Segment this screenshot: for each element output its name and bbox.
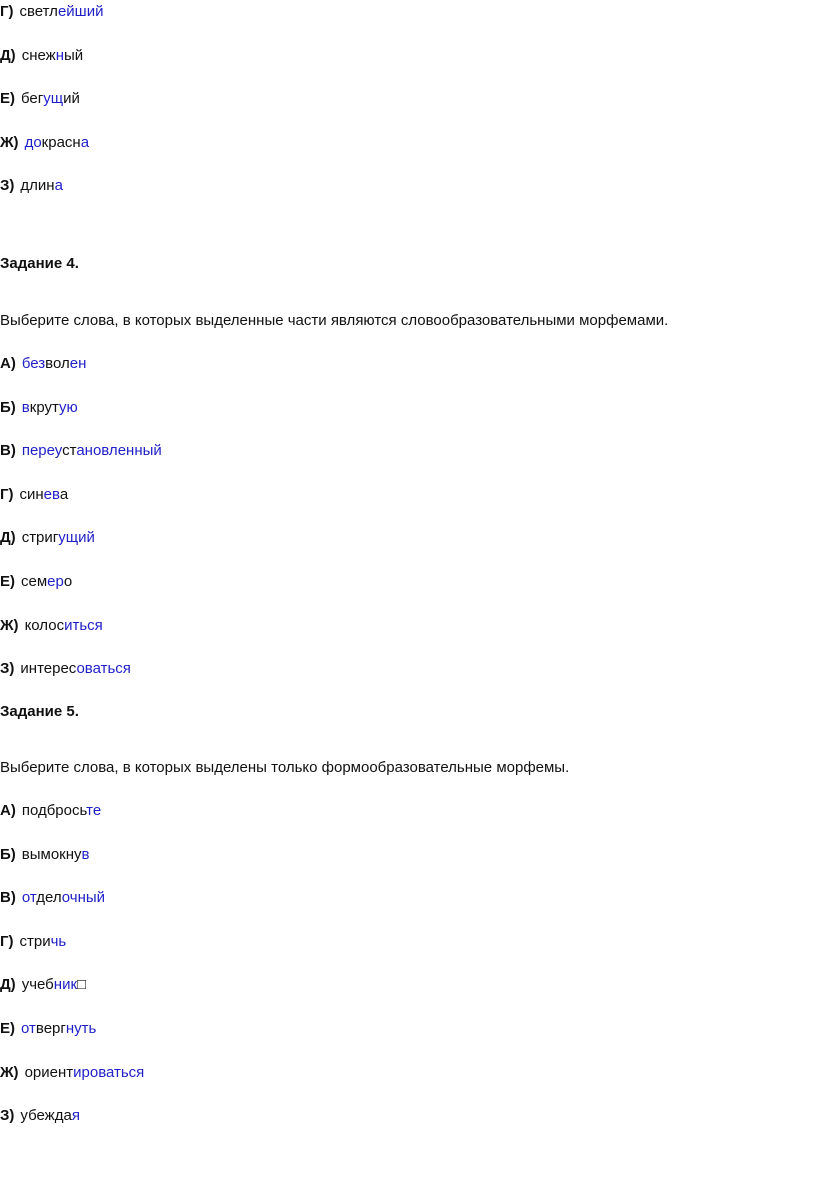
highlighted-morpheme: н — [55, 46, 64, 64]
highlighted-morpheme: от — [21, 1020, 36, 1037]
option-letter: З) — [0, 660, 15, 678]
plain-part: ий — [63, 90, 80, 107]
highlighted-morpheme: в — [81, 845, 90, 863]
option-letter: В) — [0, 889, 16, 907]
task5-option — [0, 1106, 80, 1126]
highlighted-morpheme: ер — [47, 573, 64, 590]
plain-part: бег — [21, 90, 44, 107]
option-letter: Ж) — [0, 616, 19, 634]
option-word — [25, 134, 89, 151]
prev-task-option — [0, 176, 63, 196]
highlighted-morpheme: очный — [61, 889, 106, 907]
plain-part: стри — [19, 932, 51, 950]
highlighted-morpheme: иться — [64, 616, 103, 634]
highlighted-morpheme: от — [21, 889, 37, 907]
option-word — [22, 442, 162, 459]
highlighted-morpheme: без — [21, 355, 46, 372]
plain-part: крут — [29, 398, 60, 416]
option-letter: Е) — [0, 90, 15, 107]
option-word — [20, 177, 63, 194]
task4-option — [0, 485, 68, 505]
option-letter: А) — [0, 355, 16, 372]
option-letter: Б) — [0, 845, 16, 863]
option-word — [25, 1064, 145, 1081]
task5-option — [0, 975, 86, 995]
task4-question: Выберите слова, в которых выделенные части являются словообразовательными морфемами. — [0, 312, 669, 329]
task5-option — [0, 801, 101, 821]
plain-part: стриг — [21, 529, 59, 547]
plain-part: ый — [63, 46, 84, 64]
plain-part: колос — [24, 616, 65, 634]
task5-option — [0, 1063, 144, 1083]
option-word — [25, 617, 103, 634]
plain-part: подбрось — [21, 802, 87, 819]
option-word — [22, 976, 86, 993]
option-letter: Е) — [0, 1020, 15, 1037]
plain-part: син — [19, 485, 44, 503]
option-letter: В) — [0, 442, 16, 460]
highlighted-morpheme: ев — [43, 485, 60, 503]
highlighted-morpheme: ую — [59, 398, 78, 416]
plain-part: ориент — [24, 1063, 74, 1081]
highlighted-morpheme: ущий — [58, 529, 95, 547]
prev-task-option — [0, 89, 80, 109]
option-letter: Е) — [0, 573, 15, 590]
task5-option — [0, 888, 105, 908]
task4-option — [0, 659, 131, 679]
plain-part: интерес — [20, 660, 77, 678]
highlighted-morpheme: ейший — [57, 3, 104, 20]
task4-option — [0, 398, 78, 418]
prev-task-option — [0, 46, 83, 66]
task5-option — [0, 1019, 96, 1039]
plain-part: учеб — [21, 976, 54, 994]
plain-part: красн — [41, 133, 81, 151]
highlighted-morpheme: я — [71, 1107, 80, 1125]
highlighted-morpheme: ен — [69, 355, 87, 372]
highlighted-morpheme: ник — [53, 976, 78, 994]
prev-task-option — [0, 2, 103, 22]
task4-option — [0, 528, 95, 548]
option-word — [20, 3, 104, 20]
task5-option — [0, 932, 66, 952]
highlighted-morpheme: ироваться — [73, 1063, 145, 1081]
task4-title: Задание 4. — [0, 255, 79, 272]
highlighted-morpheme: а — [80, 133, 90, 151]
option-word — [22, 889, 105, 906]
option-word — [22, 846, 90, 863]
option-word — [21, 573, 72, 590]
plain-part: о — [63, 573, 73, 590]
prev-task-option — [0, 133, 89, 153]
plain-part: а — [59, 485, 69, 503]
plain-part: □ — [77, 976, 87, 994]
option-letter: Б) — [0, 398, 16, 416]
plain-part: длин — [20, 177, 55, 194]
highlighted-morpheme: а — [54, 177, 63, 194]
option-letter: Д) — [0, 529, 16, 547]
task4-option — [0, 441, 162, 461]
highlighted-morpheme: переу — [21, 442, 63, 460]
option-word — [22, 802, 101, 819]
option-letter: Ж) — [0, 1063, 19, 1081]
plain-part: верг — [35, 1020, 66, 1037]
option-letter: З) — [0, 177, 15, 194]
task4-option — [0, 572, 72, 592]
highlighted-morpheme: до — [24, 133, 42, 151]
plain-part: ст — [62, 442, 77, 460]
plain-part: убежда — [20, 1107, 72, 1125]
plain-part: снеж — [21, 46, 56, 64]
plain-part: сем — [21, 573, 48, 590]
option-word — [20, 486, 69, 503]
task4-option — [0, 616, 103, 636]
option-word — [22, 355, 87, 372]
option-word — [22, 529, 95, 546]
highlighted-morpheme: чь — [50, 932, 67, 950]
option-letter: Ж) — [0, 133, 19, 151]
task4-option — [0, 354, 86, 374]
task5-title: Задание 5. — [0, 703, 79, 720]
highlighted-morpheme: оваться — [76, 660, 131, 678]
option-letter: Г) — [0, 3, 14, 20]
highlighted-morpheme: ановленный — [76, 442, 162, 460]
option-word — [22, 47, 83, 64]
highlighted-morpheme: те — [86, 802, 102, 819]
option-letter: З) — [0, 1107, 15, 1125]
plain-part: светл — [19, 3, 58, 20]
plain-part: дел — [36, 889, 62, 907]
highlighted-morpheme: нуть — [65, 1020, 97, 1037]
option-word — [20, 660, 131, 677]
option-word — [21, 90, 80, 107]
option-letter: Д) — [0, 976, 16, 994]
highlighted-morpheme: в — [21, 398, 30, 416]
option-letter: Г) — [0, 485, 14, 503]
option-word — [22, 399, 78, 416]
option-letter: Д) — [0, 46, 16, 64]
option-word — [21, 1020, 96, 1037]
option-word — [20, 933, 67, 950]
highlighted-morpheme: ущ — [43, 90, 64, 107]
option-letter: Г) — [0, 932, 14, 950]
option-letter: А) — [0, 802, 16, 819]
plain-part: вымокну — [21, 845, 82, 863]
plain-part: вол — [45, 355, 70, 372]
option-word — [20, 1107, 80, 1124]
task5-question: Выберите слова, в которых выделены только формообразовательные морфемы. — [0, 759, 570, 776]
task5-option — [0, 845, 90, 865]
